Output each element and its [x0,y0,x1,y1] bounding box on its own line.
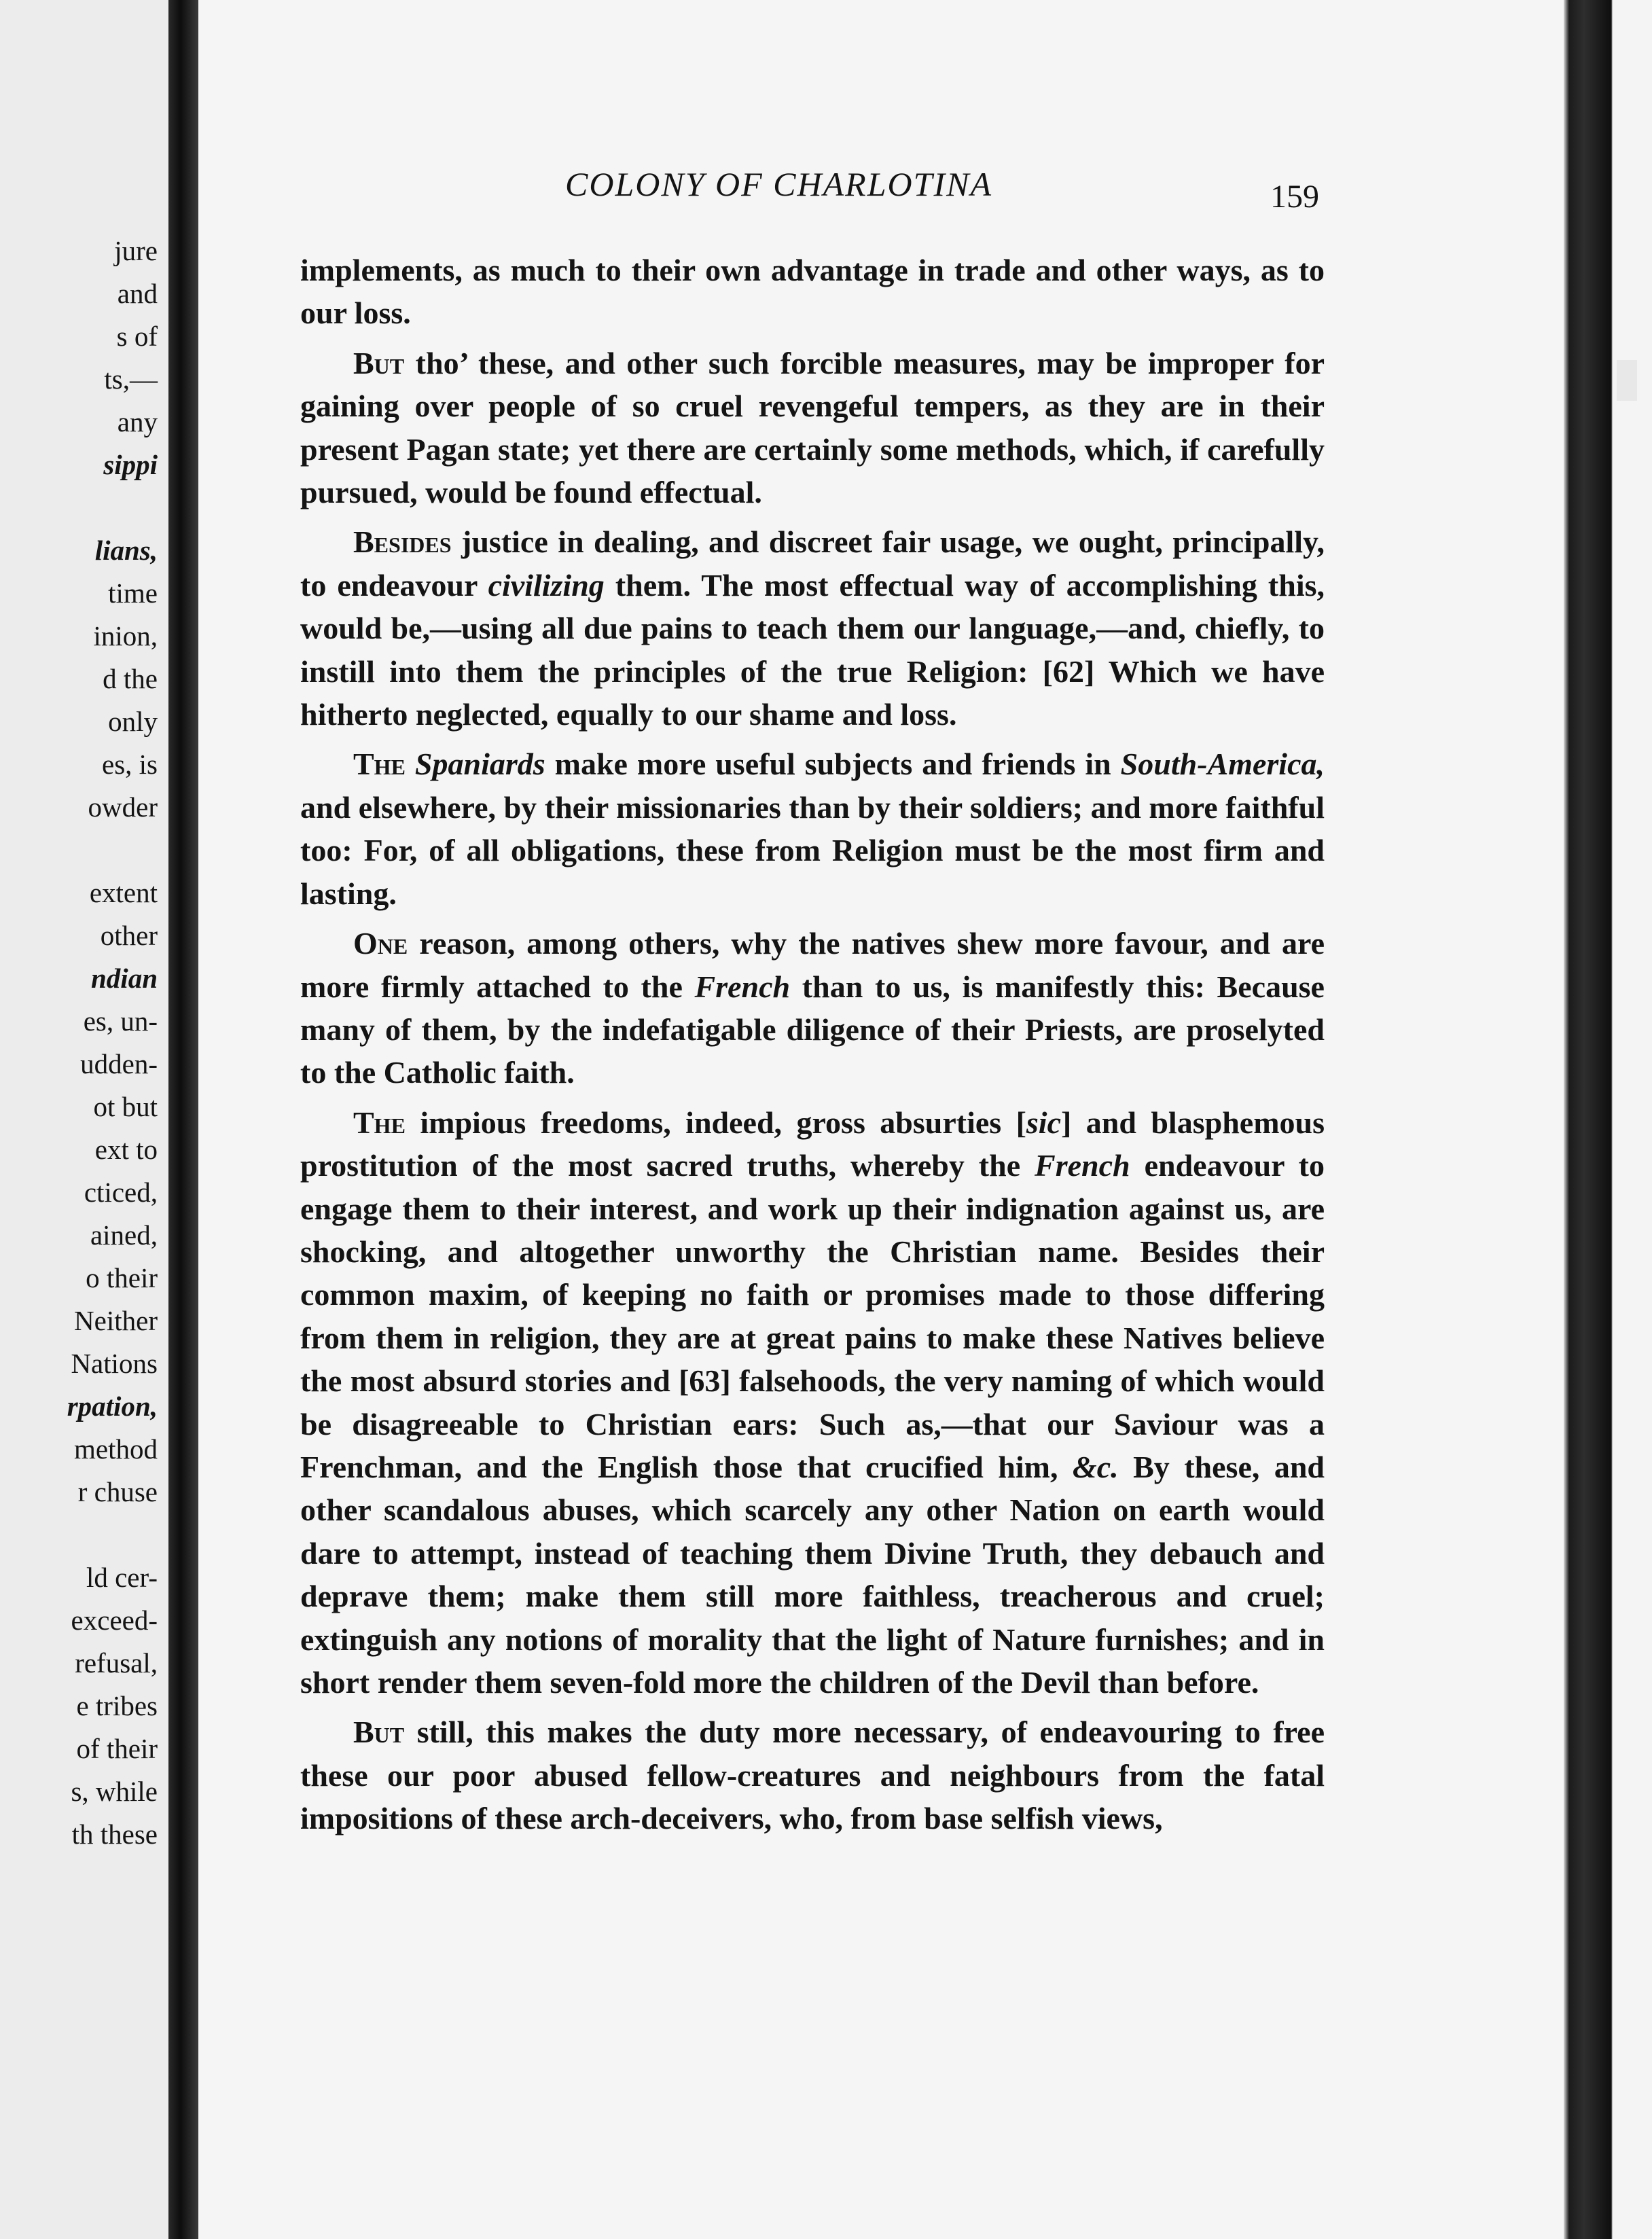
text-run: still, this makes the duty more necessary, of endeavouring to free these our poor abused fellow-creatures and neighbours from the fatal impositions of these arch-deceivers, who, from base selfish views, [300,1715,1325,1836]
facing-page-fragment: only [108,706,158,737]
italic-run: French [1035,1148,1130,1183]
italic-run: South-America, [1120,747,1325,782]
text-run: and elsewhere, by their missionaries than by their soldiers; and more faithful too: For, of all obligations, these from Religion must be the most firm and lasting. [300,789,1325,911]
italic-run: civilizing [488,567,605,603]
text-run: justice in dealing, and discreet fair usage, we ought, principally, to endeavour [300,524,1325,603]
italic-run: French [694,969,791,1004]
facing-page-fragment: r chuse [77,1476,158,1507]
paragraph [300,342,1325,514]
text-run: them. The most effectual way of accomplishing this, would be,—using all due pains to teach them our language,—and, chiefly, to instill into them the principles of the true Religion: [62] Which we have hitherto neglected, equally to our shame and loss. [300,567,1325,732]
body-text [300,249,1325,1840]
page [198,0,1564,2239]
facing-page-fragment: ld cer- [86,1562,158,1593]
facing-page-fragment: rpation, [67,1391,158,1422]
facing-page-fragment: th these [71,1819,158,1850]
text-run: tho’ these, and other such forcible measures, may be improper for gaining over people of so cruel revengeful tempers, as they are in their present Pagan state; yet there are certainly some methods, which, if carefully pursued, would be found effectual. [300,345,1325,510]
facing-page-fragment: d the [103,663,158,694]
paper-stain [1617,360,1637,401]
facing-page-fragment: ot but [93,1091,158,1122]
facing-page-fragment: and [117,278,158,309]
text-run: By these, and other scandalous abuses, which scarcely any other Nation on earth would dare to attempt, instead of teaching them Divine Truth, they debauch and deprave them; make them still more faithless, treacherous and cruel; extinguish any notions of morality that the light of Nature furnishes; and in short render them seven-fold more the children of the Devil than before. [300,1449,1325,1700]
facing-page-fragment: Neither [74,1305,158,1336]
small-caps-run: Besides [353,524,452,560]
paragraph [300,249,1325,335]
text-run: ] and blasphemous prostitution of the most sacred truths, whereby the [300,1105,1325,1183]
paragraph [300,520,1325,736]
facing-page-fragment: owder [88,791,158,823]
page-number: 159 [1270,179,1319,215]
facing-page-fragment: other [100,920,158,951]
facing-page-fragment: o their [86,1262,158,1293]
facing-page-fragment: of their [76,1733,158,1764]
facing-page-fragment: exceed- [71,1605,158,1636]
italic-run: sic [1026,1105,1062,1140]
facing-page-left [0,0,168,2239]
facing-page-fragment: jure [114,235,158,266]
page-edge-right [1564,0,1652,2239]
facing-page-fragment: ext to [94,1134,158,1165]
facing-page-fragment: ts,— [104,363,158,395]
book-gutter [168,0,198,2239]
facing-page-fragment: inion, [93,620,158,651]
facing-page-fragment: udden- [80,1048,158,1079]
text-run [406,747,415,781]
facing-page-fragment: refusal, [75,1647,158,1679]
text-run: impious freedoms, indeed, gross absurties [ [405,1105,1026,1140]
paragraph [300,1710,1325,1840]
facing-page-fragment: time [108,577,158,609]
text-run: reason, among others, why the natives shew more favour, and are more firmly attached to the [300,926,1325,1004]
text-run: endeavour to engage them to their interest, and work up their indignation against us, are shocking, and altogether unworthy the Christian name. Besides their common maxim, of keeping no faith or promises made to those differing from them in religion, they are at great pains to make these Natives believe the most absurd stories and [63] falsehoods, the very naming of which would be disagreeable to Christian ears: Such as,—that our Saviour was a Frenchman, and the English those that crucified him, [300,1148,1325,1484]
paragraph [300,922,1325,1094]
facing-page-fragment: s of [116,321,158,352]
text-run: than to us, is manifestly this: Because many of them, by the indefatigable diligence of their Priests, are proselyted to the Catholic faith. [300,969,1325,1090]
facing-page-fragment: any [117,406,158,437]
facing-page-fragment: es, un- [83,1005,158,1037]
facing-page-fragment: method [74,1433,158,1465]
facing-page-fragment: extent [89,877,158,908]
facing-page-fragment: lians, [94,535,158,566]
small-caps-run: But [353,345,405,380]
italic-run: Spaniards [414,747,545,782]
facing-page-fragment: ndian [91,963,158,994]
text-run: make more useful subjects and friends in [545,747,1121,782]
facing-page-fragment: s, while [71,1776,158,1807]
facing-page-fragment: ained, [90,1219,158,1251]
facing-page-fragment: Nations [71,1348,158,1379]
facing-page-fragment: cticed, [84,1177,158,1208]
italic-run: &c. [1072,1449,1119,1484]
text-run: implements, as much to their own advantage in trade and other ways, as to our loss. [300,253,1325,331]
paragraph [300,742,1325,915]
facing-page-fragment: sippi [103,449,158,480]
running-head: COLONY OF CHARLOTINA [565,165,992,203]
small-caps-run: The [353,747,406,782]
small-caps-run: The [353,1105,406,1140]
small-caps-run: But [353,1715,405,1750]
paragraph [300,1101,1325,1704]
facing-page-fragment: e tribes [76,1690,158,1721]
small-caps-run: One [353,926,408,961]
facing-page-fragment: es, is [102,749,158,780]
